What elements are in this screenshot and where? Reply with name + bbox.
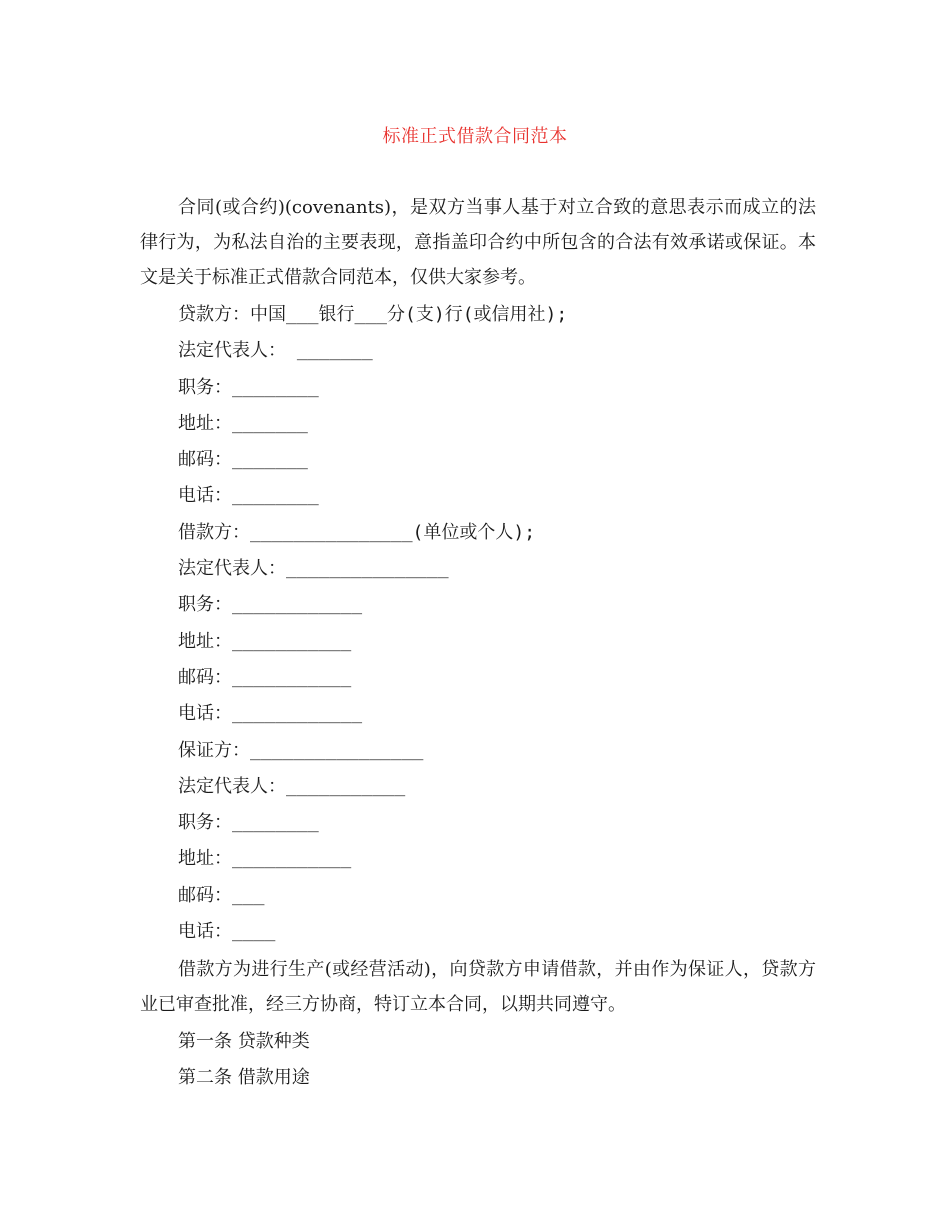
field-lender: 贷款方：中国___银行___分(支)行(或信用社); <box>178 304 568 325</box>
field-guarantor: 保证方：________________ <box>178 739 424 761</box>
field-lender-phone: 电话：________ <box>178 485 319 507</box>
field-borrower-address: 地址：___________ <box>178 630 352 652</box>
article-2: 第二条 借款用途 <box>178 1067 310 1089</box>
field-lender-title: 职务：________ <box>178 376 319 398</box>
field-guarantor-rep: 法定代表人：___________ <box>178 775 406 797</box>
field-lender-rep: 法定代表人： _______ <box>178 340 373 362</box>
field-guarantor-address: 地址：___________ <box>178 848 352 870</box>
field-borrower: 借款方：_______________(单位或个人); <box>178 521 536 543</box>
field-lender-address: 地址：_______ <box>178 412 308 434</box>
body-paragraph: 借款方为进行生产(或经营活动)，向贷款方申请借款，并由作为保证人，贷款方业已审查批准，经三方协商，特订立本合同，以期共同遵守。 <box>140 959 816 1015</box>
field-borrower-rep: 法定代表人：_______________ <box>178 558 449 580</box>
party-fields <box>0 297 950 950</box>
field-borrower-postcode: 邮码：___________ <box>178 666 352 688</box>
field-guarantor-postcode: 邮码：___ <box>178 884 265 906</box>
field-lender-postcode: 邮码：_______ <box>178 449 308 471</box>
article-1: 第一条 贷款种类 <box>178 1031 310 1052</box>
document-title: 标准正式借款合同范本 <box>382 126 568 147</box>
articles-list <box>0 1024 950 1097</box>
intro-paragraph: 合同(或合约)(covenants)，是双方当事人基于对立合致的意思表示而成立的法律行为，为私法自治的主要表现，意指盖印合约中所包含的合法有效承诺或保证。本文是关于标准正式借款合同范本，仅供大家参考。 <box>140 197 816 288</box>
field-guarantor-title: 职务：________ <box>178 812 319 834</box>
field-guarantor-phone: 电话：____ <box>178 921 276 943</box>
field-borrower-phone: 电话：____________ <box>178 703 363 725</box>
field-borrower-title: 职务：____________ <box>178 594 363 616</box>
